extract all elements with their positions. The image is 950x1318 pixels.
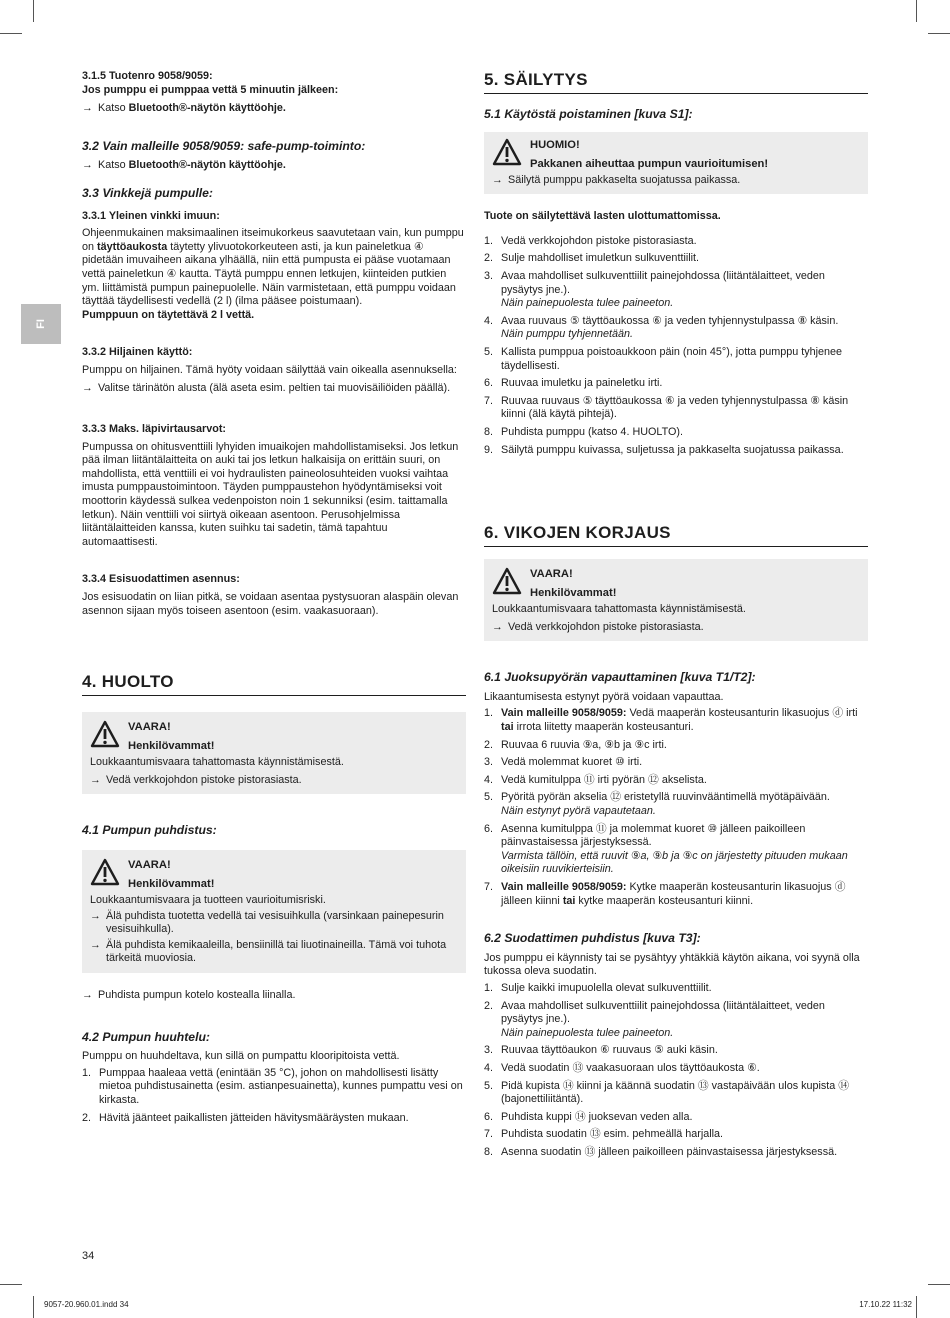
crop-mark <box>916 1296 917 1318</box>
heading-3-3-3: 3.3.3 Maks. läpivirtausarvot: <box>82 423 227 436</box>
warning-box <box>82 712 466 794</box>
list-item: 3. Vedä molemmat kuoret ⑩ irti. <box>484 756 643 769</box>
warning-title: VAARA! <box>128 721 171 734</box>
section-3-3-4 <box>82 573 466 618</box>
heading-6-1: 6.1 Juoksupyörän vapauttaminen [kuva T1/T2]: <box>484 670 756 685</box>
warning-title: VAARA! <box>530 568 573 581</box>
warning-text: Loukkaantumisvaara tahattomasta käynnistämisestä. <box>90 756 344 769</box>
paragraph: Jos esisuodatin on liian pitkä, se voidaan asentaa pystysuoran alaspäin olevan asennon sijaan myös toiseen asentoon (esim. vaakasuoraan). <box>82 591 459 617</box>
warning-icon <box>492 567 522 595</box>
page-number: 34 <box>82 1250 95 1262</box>
heading-4: 4. HUOLTO <box>82 672 466 696</box>
arrow-item: → Älä puhdista kemikaaleilla, bensiinillä tai liuotinaineilla. Tämä voi tuhota tärkeitä muoviosia. <box>90 939 458 966</box>
paragraph: Pumpussa on ohitusventtiili lyhyiden imuaikojen mahdollistamiseksi. Jos letkun pää ilman liitäntälaitteita on auki tai jos letkun halkaisija on erittäin suuri, on mahdollista, että venttiili ei voi hydraulisten paineolosuhteiden vuoksi vaihtaa imusta pumppaustoimintoon. Täyden pumppaustehon hyödyntämiseksi voit moottorin käydessä sulkea vedenpoiston noin 1 sekunniksi (esim. taittamalla letkun). Näin venttiili voi siirtyä oikeaan asentoon. Perusohjelmissa liitäntälaitteiden kanssa, kuten suihku tai sadetin, tämä tapahtuu automaattisesti. <box>82 440 459 548</box>
crop-mark <box>0 1284 22 1285</box>
section-5-1 <box>484 108 868 457</box>
crop-mark <box>928 33 950 34</box>
warning-subtitle: Henkilövammat! <box>128 878 215 890</box>
list-item: 5. Pidä kupista ⑭ kiinni ja käännä suodatin ⑬ vastapäivään ulos kupista ⑭ (bajonettiliitäntä). <box>484 1079 850 1106</box>
arrow-item: → Puhdista pumpun kotelo kostealla liinalla. <box>82 989 466 1003</box>
warning-subtitle: Henkilövammat! <box>530 587 617 600</box>
section-3-3-3 <box>82 423 466 549</box>
warning-text: Loukkaantumisvaara ja tuotteen vaurioitumisriski. <box>90 894 326 906</box>
list-item: 2. Avaa mahdolliset sulkuventtiilit painejohdossa (liitäntälaitteet, veden pysäytys jne.). Näin painepuolesta tulee paineeton. <box>484 999 825 1039</box>
warning-title: HUOMIO! <box>530 138 580 151</box>
list-item: 5. Pyöritä pyörän akselia ⑫ eristetyllä ruuvinvääntimellä myötäpäivään. Näin estynyt pyörä vapautetaan. <box>484 791 830 818</box>
list-item: 7. Puhdista suodatin ⑬ esim. pehmeällä harjalla. <box>484 1128 724 1141</box>
crop-mark <box>916 0 917 22</box>
warning-header <box>492 136 860 174</box>
warning-title: VAARA! <box>128 859 171 871</box>
warning-header <box>492 565 860 603</box>
section-4 <box>82 672 466 794</box>
warning-subtitle: Pakkanen aiheuttaa pumpun vaurioitumisen! <box>530 157 769 170</box>
section-6-2 <box>484 932 868 1159</box>
list-item: 6. Puhdista kuppi ⑭ juoksevan veden alla. <box>484 1110 693 1123</box>
heading-6: 6. VIKOJEN KORJAUS <box>484 523 868 547</box>
crop-mark <box>33 0 34 22</box>
warning-icon <box>90 858 120 886</box>
bold-note: Pumppuun on täytettävä 2 l vettä. <box>82 308 255 321</box>
section-4-1 <box>82 824 466 1002</box>
warning-box <box>484 132 868 195</box>
arrow-item: → Katso Bluetooth®-näytön käyttöohje. <box>82 159 466 173</box>
arrow-item: → Valitse tärinätön alusta (älä aseta esim. peltien tai muovisäiliöiden päällä). <box>82 382 466 396</box>
heading-3-1-5: 3.1.5 Tuotenro 9058/9059: <box>82 70 213 82</box>
warning-icon <box>492 138 522 166</box>
list-item: 4. Vedä suodatin ⑬ vaakasuoraan ulos täyttöaukosta ⑥. <box>484 1061 760 1074</box>
numbered-list <box>82 1067 466 1125</box>
bold-note: Tuote on säilytettävä lasten ulottumattomissa. <box>484 210 721 223</box>
list-item: 4. Vedä kumitulppa ⑪ irti pyörän ⑫ akselista. <box>484 773 707 786</box>
section-3-2 <box>82 140 466 173</box>
heading-6-2: 6.2 Suodattimen puhdistus [kuva T3]: <box>484 931 701 946</box>
paragraph: Pumppu on huuhdeltava, kun sillä on pumpattu klooripitoista vettä. <box>82 1050 400 1063</box>
section-3-3-2 <box>82 346 466 395</box>
list-item: 7. Ruuvaa ruuvaus ⑤ täyttöaukossa ⑥ ja veden tyhjennystulpassa ⑧ käsin kiinni (älä käytä pihtejä). <box>484 394 849 421</box>
list-item: 8. Asenna suodatin ⑬ jälleen paikoilleen päinvastaisessa järjestyksessä. <box>484 1145 838 1158</box>
heading-3-3-2: 3.3.2 Hiljainen käyttö: <box>82 346 193 359</box>
footer-date: 17.10.22 11:32 <box>859 1300 912 1309</box>
warning-box <box>82 850 466 973</box>
list-item: 1. Pumppaa haaleaa vettä (enintään 35 °C), johon on mahdollisesti lisätty mietoa puhdistusainetta (esim. astianpesuainetta), kunnes pumpattu vesi on kirkasta. <box>82 1066 463 1106</box>
warning-header <box>90 718 458 756</box>
list-item: 1. Sulje kaikki imupuolella olevat sulkuventtiilit. <box>484 981 712 994</box>
arrow-item: → Säilytä pumppu pakkaselta suojatussa paikassa. <box>492 174 860 188</box>
heading-3-3-4: 3.3.4 Esisuodattimen asennus: <box>82 573 240 586</box>
heading-3-3-1: 3.3.1 Yleinen vinkki imuun: <box>82 209 220 222</box>
footer-file: 9057-20.960.01.indd 34 <box>44 1300 129 1309</box>
warning-header <box>90 856 458 894</box>
section-6-1 <box>484 671 868 908</box>
heading-3-2: 3.2 Vain malleille 9058/9059: safe-pump-toiminto: <box>82 138 366 153</box>
crop-mark <box>0 33 22 34</box>
warning-icon <box>90 720 120 748</box>
list-item: 9. Säilytä pumppu kuivassa, suljetussa ja pakkaselta suojatussa paikassa. <box>484 443 844 456</box>
crop-mark <box>928 1284 950 1285</box>
arrow-item: → Vedä verkkojohdon pistoke pistorasiasta. <box>492 621 860 635</box>
subheading-3-1-5: Jos pumppu ei pumppaa vettä 5 minuutin jälkeen: <box>82 83 339 96</box>
list-item: 3. Avaa mahdolliset sulkuventtiilit painejohdossa (liitäntälaitteet, veden pysäytys jne.). Näin painepuolesta tulee paineeton. <box>484 269 825 310</box>
list-item: 7. Vain malleille 9058/9059: Kytke maaperän kosteusanturin likasuojus ⓓ jälleen kiinni tai kytke maaperän kosteusanturi kiinni. <box>484 881 846 907</box>
paragraph: Ohjeenmukainen maksimaalinen itseimukorkeus saavutetaan vain, kun pumppu on täyttöaukosta täytetty ylivuotokorkeuteen asti, ja kun paineletkua ④ pidetään imuvaiheen aikana ylhäällä, niin että pumpusta ei pääse vuotamaan vettä paineletkun ④ kautta. Täytä pumppu ennen letkujen, kiinteiden putkien ym. liittämistä pumpun painepuolelle. Näin varmistetaan, että pumppu voidaan täyttää täydellisesti vedellä (2 l) (ilma pääsee poistumaan). <box>82 227 464 308</box>
list-item: 1. Vain malleille 9058/9059: Vedä maaperän kosteusanturin likasuojus ⓓ irti tai irrota liitetty maaperän kosteusanturi. <box>484 707 858 734</box>
paragraph: Jos pumppu ei käynnisty tai se pysähtyy yhtäkkiä käytön aikana, voi syynä olla tukossa oleva suodatin. <box>484 951 860 978</box>
arrow-item: → Katso Bluetooth®-näytön käyttöohje. <box>82 102 466 116</box>
left-column <box>82 70 466 1129</box>
language-tab: FI <box>21 304 61 344</box>
arrow-item: → Älä puhdista tuotetta vedellä tai vesisuihkulla (varsinkaan painepesurin vesisuihkulla). <box>90 910 458 937</box>
list-item: 5. Kallista pumppua poistoaukkoon päin (noin 45°), jotta pumppu tyhjenee täydellisesti. <box>484 345 843 372</box>
heading-3-3: 3.3 Vinkkejä pumpulle: <box>82 185 213 200</box>
section-3-1-5 <box>82 70 466 116</box>
warning-text: Loukkaantumisvaara tahattomasta käynnistämisestä. <box>492 603 746 616</box>
heading-5: 5. SÄILYTYS <box>484 70 868 94</box>
section-3-3-1 <box>82 210 466 323</box>
list-item: 4. Avaa ruuvaus ⑤ täyttöaukossa ⑥ ja veden tyhjennystulpassa ⑧ käsin. Näin pumppu tyhjennetään. <box>484 314 839 341</box>
arrow-item: → Vedä verkkojohdon pistoke pistorasiasta. <box>90 774 458 788</box>
numbered-list <box>484 707 868 908</box>
numbered-list <box>484 235 868 457</box>
section-4-2 <box>82 1031 466 1126</box>
warning-box <box>484 559 868 641</box>
list-item: 8. Puhdista pumppu (katso 4. HUOLTO). <box>484 425 684 438</box>
heading-4-1: 4.1 Pumpun puhdistus: <box>82 823 217 838</box>
heading-5-1: 5.1 Käytöstä poistaminen [kuva S1]: <box>484 107 693 121</box>
list-item: 2. Ruuvaa 6 ruuvia ⑨a, ⑨b ja ⑨c irti. <box>484 738 667 751</box>
crop-mark <box>33 1296 34 1318</box>
numbered-list <box>484 982 868 1160</box>
heading-4-2: 4.2 Pumpun huuhtelu: <box>82 1029 210 1044</box>
section-6 <box>484 523 868 641</box>
list-item: 2. Sulje mahdolliset imuletkun sulkuventtiilit. <box>484 252 700 265</box>
list-item: 6. Asenna kumitulppa ⑪ ja molemmat kuoret ⑩ jälleen paikoilleen päinvastaisessa järjestyksessä. Varmista tällöin, että ruuvit ⑨a, ⑨b ja ⑨c on järjestetty pituuden mukaan oikeisiin ruuvikierteisiin. <box>484 822 848 876</box>
list-item: 6. Ruuvaa imuletku ja paineletku irti. <box>484 377 663 390</box>
warning-subtitle: Henkilövammat! <box>128 740 215 753</box>
list-item: 2. Hävitä jäänteet paikallisten jätteiden hävitysmääräysten mukaan. <box>82 1111 409 1124</box>
right-column <box>484 70 868 1164</box>
list-item: 1. Vedä verkkojohdon pistoke pistorasiasta. <box>484 234 697 247</box>
list-item: 3. Ruuvaa täyttöaukon ⑥ ruuvaus ⑤ auki käsin. <box>484 1044 718 1057</box>
paragraph: Pumppu on hiljainen. Tämä hyöty voidaan säilyttää vain oikealla asennuksella: <box>82 363 457 376</box>
paragraph: Likaantumisesta estynyt pyörä voidaan vapauttaa. <box>484 690 724 703</box>
